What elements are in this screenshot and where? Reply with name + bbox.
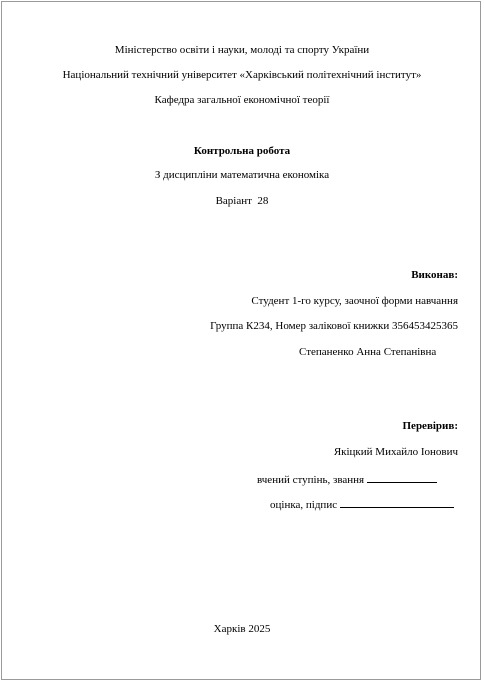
checker-name: Якіцкий Михайло Іонович [333, 446, 458, 458]
student-line: Студент 1-го курсу, заочної форми навчання [251, 295, 458, 307]
university-line: Національний технічний університет «Харківський політехнічний інститут» [62, 69, 422, 81]
grade-field [270, 496, 454, 512]
document-title: Контрольна робота [193, 145, 291, 157]
discipline-line: З дисципліни математична економіка [154, 169, 330, 181]
performed-heading: Виконав: [411, 269, 458, 281]
grade-blank-line [340, 496, 454, 508]
department-line: Кафедра загальної економічної теорії [154, 94, 330, 106]
group-line: Группа К234, Номер залікової книжки 356453425365 [210, 320, 458, 332]
checked-heading: Перевірив: [402, 420, 458, 432]
degree-field [257, 471, 437, 487]
grade-label: оцінка, підпис [270, 499, 338, 511]
variant-line: Варіант 28 [215, 195, 269, 207]
degree-label: вчений ступінь, звання [257, 474, 365, 486]
student-name: Степаненко Анна Степанівна [299, 346, 437, 358]
ministry-line: Міністерство освіти і науки, молоді та спорту України [114, 44, 370, 56]
degree-blank-line [367, 471, 437, 483]
city-year: Харків 2025 [213, 623, 271, 635]
